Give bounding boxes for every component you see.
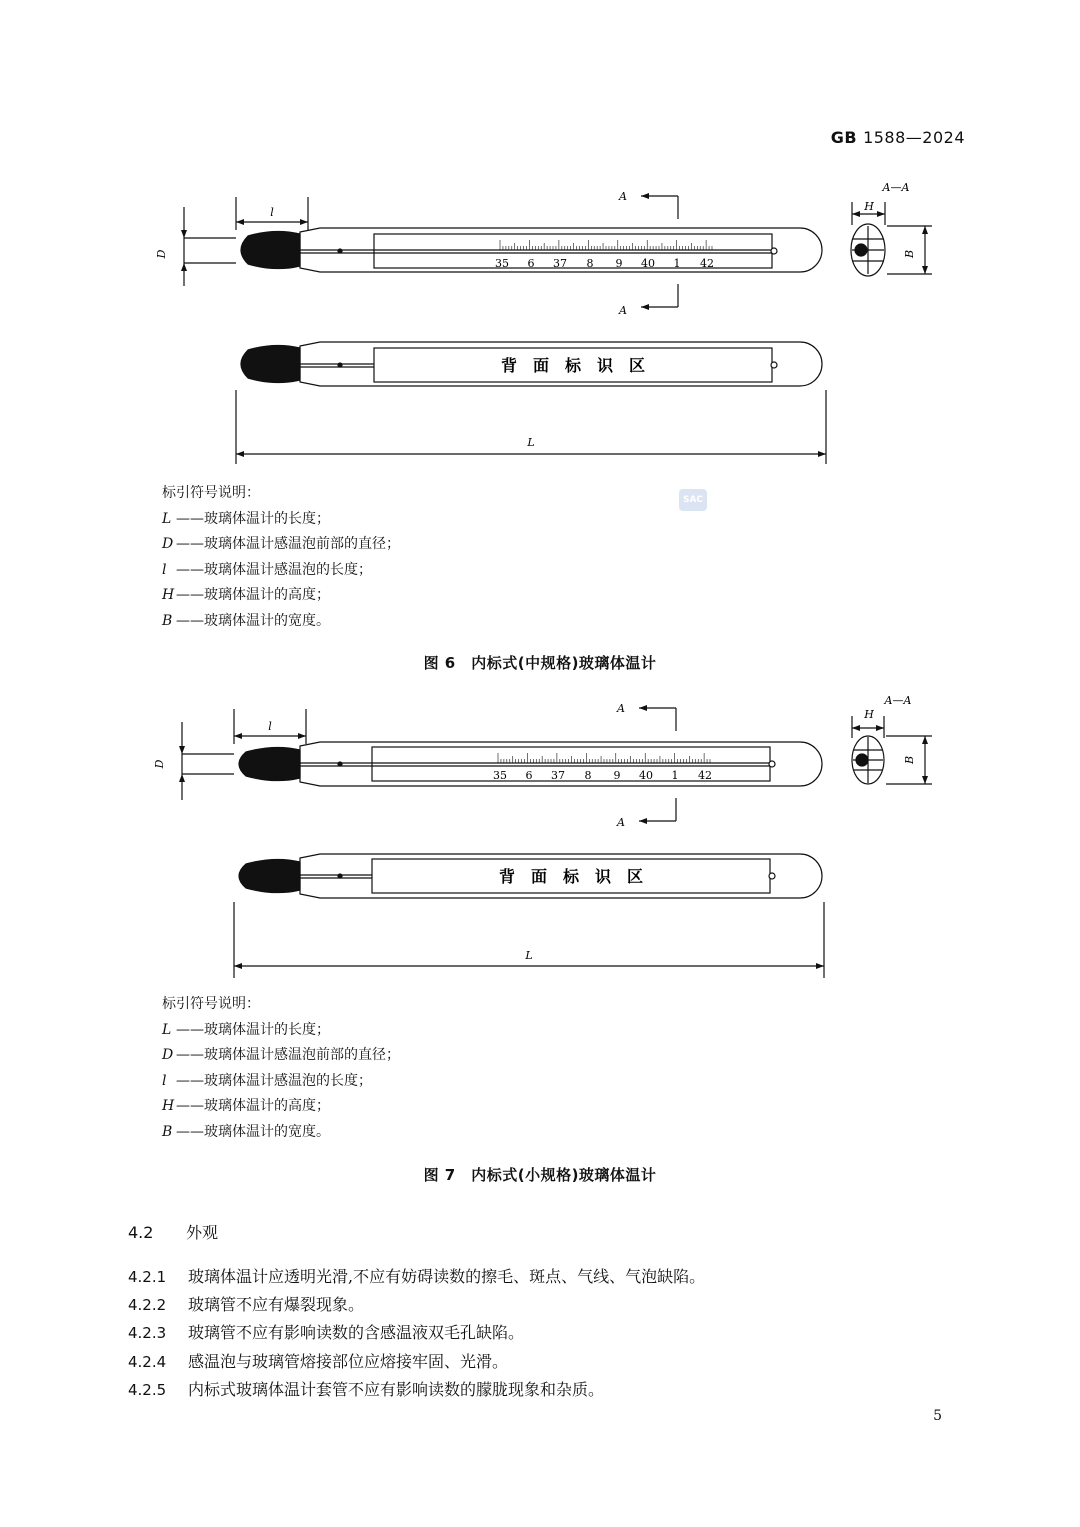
scale-label: 42 xyxy=(698,769,712,782)
legend-symbol: B xyxy=(162,1123,173,1140)
section-heading xyxy=(128,1220,218,1243)
dim-A-bottom: A xyxy=(617,816,625,829)
legend-text: ——玻璃体温计的高度； xyxy=(176,587,330,603)
standard-prefix: GB xyxy=(830,128,858,147)
dim-A-top: A xyxy=(617,702,625,715)
legend-text: ——玻璃体温计感温泡前部的直径； xyxy=(176,1047,400,1063)
back-label-text: 背 面 标 识 区 xyxy=(498,867,644,886)
clause-text: 玻璃管不应有爆裂现象。 xyxy=(188,1295,365,1314)
dim-H: H xyxy=(864,200,874,213)
clause-item xyxy=(128,1349,508,1372)
scale-label: 9 xyxy=(615,257,623,270)
bulb-back xyxy=(239,859,300,892)
clause-item xyxy=(128,1320,524,1343)
dim-D: D xyxy=(155,249,168,259)
legend-text: ——玻璃体温计的宽度。 xyxy=(176,612,330,629)
clause-text: 玻璃管不应有影响读数的含感温液双毛孔缺陷。 xyxy=(188,1323,525,1342)
legend-text: ——玻璃体温计感温泡的长度； xyxy=(176,1072,372,1089)
dim-section: A—A xyxy=(884,694,912,707)
scale-label: 8 xyxy=(586,257,594,270)
standard-code xyxy=(831,128,965,147)
scale-label: 9 xyxy=(613,769,621,782)
dim-L: L xyxy=(525,949,533,962)
legend-row xyxy=(162,532,400,558)
dim-D: D xyxy=(153,759,166,769)
clause-item xyxy=(128,1264,705,1287)
legend-row xyxy=(162,1018,400,1044)
figure-6-legend xyxy=(162,481,400,634)
legend-row xyxy=(162,1120,400,1146)
figure-6-caption: 图 6 内标式(中规格)玻璃体温计 xyxy=(423,654,657,672)
dim-l: l xyxy=(270,206,274,219)
legend-symbol: l xyxy=(162,561,167,578)
clause-text: 内标式玻璃体温计套管不应有影响读数的朦胧现象和杂质。 xyxy=(188,1380,605,1399)
dim-B: B xyxy=(903,755,916,765)
scale-label: 42 xyxy=(700,257,714,270)
legend-text: ——玻璃体温计感温泡的长度； xyxy=(176,561,372,578)
legend-title: 标引符号说明： xyxy=(162,485,260,501)
clause-item xyxy=(128,1377,604,1400)
scale-label: 40 xyxy=(639,769,653,782)
figure-6-drawing xyxy=(0,170,1080,470)
clause-number: 4.2.2 xyxy=(128,1296,167,1314)
legend-row xyxy=(162,609,400,635)
scale-label: 6 xyxy=(527,257,535,270)
legend-text: ——玻璃体温计的长度； xyxy=(176,1021,330,1038)
clause-number: 4.2.3 xyxy=(128,1324,167,1342)
section-number: 4.2 xyxy=(128,1223,154,1242)
dim-B: B xyxy=(903,249,916,259)
legend-symbol: L xyxy=(162,1021,172,1038)
legend-row xyxy=(162,1094,400,1120)
standard-number: 1588—2024 xyxy=(863,128,965,147)
legend-text: ——玻璃体温计的宽度。 xyxy=(176,1123,330,1140)
legend-row xyxy=(162,507,400,533)
clause-text: 感温泡与玻璃管熔接部位应熔接牢固、光滑。 xyxy=(188,1352,509,1371)
clause-text: 玻璃体温计应透明光滑,不应有妨碍读数的擦毛、斑点、气线、气泡缺陷。 xyxy=(188,1267,706,1286)
legend-row xyxy=(162,558,400,584)
legend-row xyxy=(162,1043,400,1069)
scale-label: 35 xyxy=(493,769,507,782)
legend-symbol: H xyxy=(162,587,175,603)
scale-label: 37 xyxy=(551,769,565,782)
scale-label: 6 xyxy=(525,769,533,782)
sac-watermark: SAC xyxy=(679,489,707,511)
legend-symbol: D xyxy=(162,536,174,552)
legend-symbol: L xyxy=(162,510,172,527)
dim-section: A—A xyxy=(882,181,910,194)
scale-label: 37 xyxy=(553,257,567,270)
scale-ticks xyxy=(498,753,710,763)
legend-symbol: l xyxy=(162,1072,167,1089)
figure-7-caption: 图 7 内标式(小规格)玻璃体温计 xyxy=(423,1166,657,1184)
dim-l: l xyxy=(268,720,272,733)
legend-text: ——玻璃体温计的长度； xyxy=(176,510,330,527)
scale-label: 8 xyxy=(584,769,592,782)
figure-7-legend xyxy=(162,992,400,1145)
clause-item xyxy=(128,1292,364,1315)
legend-text: ——玻璃体温计的高度； xyxy=(176,1098,330,1114)
dim-L: L xyxy=(527,436,535,449)
dim-A-bottom: A xyxy=(619,304,627,317)
section-title: 外观 xyxy=(186,1223,219,1242)
page-number: 5 xyxy=(933,1408,942,1424)
scale-ticks xyxy=(500,240,712,250)
legend-symbol: B xyxy=(162,612,173,629)
bulb-back xyxy=(241,345,300,382)
scale-label: 1 xyxy=(671,769,679,782)
legend-row xyxy=(162,583,400,609)
dim-H: H xyxy=(864,708,874,721)
legend-text: ——玻璃体温计感温泡前部的直径； xyxy=(176,536,400,552)
clause-number: 4.2.5 xyxy=(128,1381,167,1399)
back-label-text: 背 面 标 识 区 xyxy=(500,356,646,375)
scale-label: 40 xyxy=(641,257,655,270)
dim-A-top: A xyxy=(619,190,627,203)
legend-symbol: D xyxy=(162,1047,174,1063)
legend-symbol: H xyxy=(162,1098,175,1114)
scale-label: 35 xyxy=(495,257,509,270)
clause-number: 4.2.4 xyxy=(128,1353,167,1371)
bulb-front xyxy=(239,747,300,780)
figure-7-drawing xyxy=(0,684,1080,984)
bulb-front xyxy=(241,231,300,268)
legend-row xyxy=(162,1069,400,1095)
clause-number: 4.2.1 xyxy=(128,1268,167,1286)
legend-title: 标引符号说明： xyxy=(162,996,260,1012)
scale-label: 1 xyxy=(673,257,681,270)
